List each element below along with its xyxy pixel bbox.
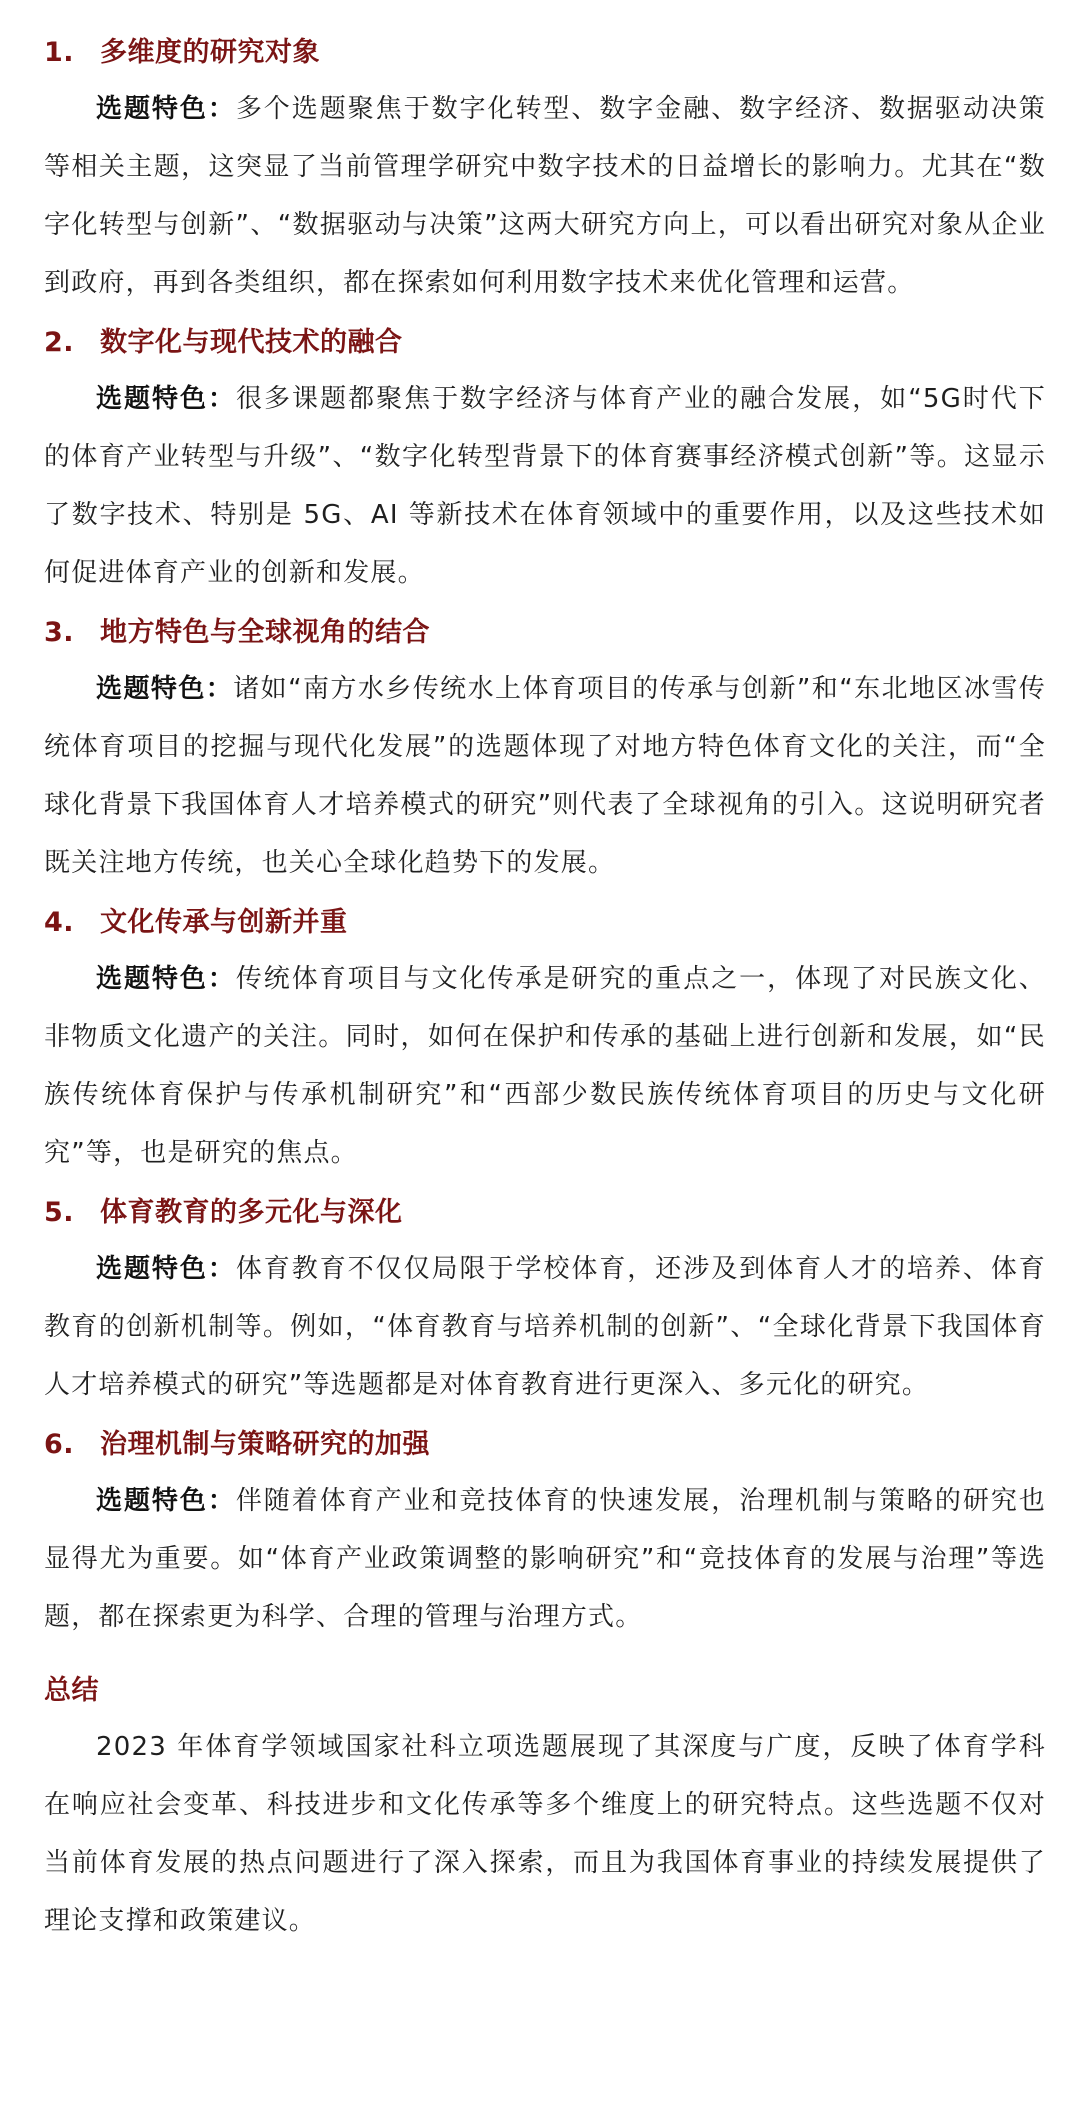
summary-title: 总结 <box>44 1675 99 1706</box>
section-number: 4. <box>44 907 75 938</box>
section-paragraph <box>44 1240 1046 1414</box>
section-number: 6. <box>44 1429 75 1460</box>
section-paragraph <box>44 1472 1046 1646</box>
section-number: 3. <box>44 617 75 648</box>
feature-label: 选题特色： <box>96 94 236 124</box>
section-heading <box>44 1418 1046 1472</box>
section-heading <box>44 316 1046 370</box>
section-paragraph <box>44 660 1046 892</box>
section-title: 地方特色与全球视角的结合 <box>100 617 430 648</box>
feature-label: 选题特色： <box>96 674 234 704</box>
section-paragraph <box>44 950 1046 1182</box>
paragraph-text: 多个选题聚焦于数字化转型、数字金融、数字经济、数据驱动决策等相关主题，这突显了当前管理学研究中数字技术的日益增长的影响力。尤其在“数字化转型与创新”、“数据驱动与决策”这两大研究方向上，可以看出研究对象从企业到政府，再到各类组织，都在探索如何利用数字技术来优化管理和运营。 <box>44 94 1046 298</box>
feature-label: 选题特色： <box>96 1486 236 1516</box>
summary-section <box>44 1664 1046 1950</box>
feature-label: 选题特色： <box>96 384 237 414</box>
section-4 <box>44 896 1046 1182</box>
section-1 <box>44 26 1046 312</box>
section-number: 5. <box>44 1197 75 1228</box>
section-title: 多维度的研究对象 <box>100 37 320 68</box>
paragraph-text: 伴随着体育产业和竞技体育的快速发展，治理机制与策略的研究也显得尤为重要。如“体育产业政策调整的影响研究”和“竞技体育的发展与治理”等选题，都在探索更为科学、合理的管理与治理方式。 <box>44 1486 1046 1632</box>
feature-label: 选题特色： <box>96 964 236 994</box>
section-title: 治理机制与策略研究的加强 <box>100 1429 430 1460</box>
section-heading <box>44 26 1046 80</box>
paragraph-text: 很多课题都聚焦于数字经济与体育产业的融合发展，如“5G时代下的体育产业转型与升级”、“数字化转型背景下的体育赛事经济模式创新”等。这显示了数字技术、特别是 5G、AI 等新技术在体育领域中的重要作用，以及这些技术如何促进体育产业的创新和发展。 <box>44 384 1046 588</box>
section-2 <box>44 316 1046 602</box>
section-paragraph <box>44 80 1046 312</box>
paragraph-text: 体育教育不仅仅局限于学校体育，还涉及到体育人才的培养、体育教育的创新机制等。例如，“体育教育与培养机制的创新”、“全球化背景下我国体育人才培养模式的研究”等选题都是对体育教育进行更深入、多元化的研究。 <box>44 1254 1046 1400</box>
section-3 <box>44 606 1046 892</box>
section-6 <box>44 1418 1046 1646</box>
section-number: 2. <box>44 327 75 358</box>
section-heading <box>44 1186 1046 1240</box>
section-5 <box>44 1186 1046 1414</box>
section-title: 文化传承与创新并重 <box>100 907 348 938</box>
feature-label: 选题特色： <box>96 1254 236 1284</box>
paragraph-text: 传统体育项目与文化传承是研究的重点之一，体现了对民族文化、非物质文化遗产的关注。同时，如何在保护和传承的基础上进行创新和发展，如“民族传统体育保护与传承机制研究”和“西部少数民族传统体育项目的历史与文化研究”等，也是研究的焦点。 <box>44 964 1046 1168</box>
summary-paragraph: 2023 年体育学领域国家社科立项选题展现了其深度与广度，反映了体育学科在响应社会变革、科技进步和文化传承等多个维度上的研究特点。这些选题不仅对当前体育发展的热点问题进行了深入探索，而且为我国体育事业的持续发展提供了理论支撑和政策建议。 <box>44 1732 1046 1936</box>
section-paragraph <box>44 370 1046 602</box>
section-number: 1. <box>44 37 75 68</box>
paragraph-text: 诸如“南方水乡传统水上体育项目的传承与创新”和“东北地区冰雪传统体育项目的挖掘与现代化发展”的选题体现了对地方特色体育文化的关注，而“全球化背景下我国体育人才培养模式的研究”则代表了全球视角的引入。这说明研究者既关注地方传统，也关心全球化趋势下的发展。 <box>44 674 1046 878</box>
section-heading <box>44 896 1046 950</box>
section-title: 数字化与现代技术的融合 <box>100 327 403 358</box>
section-heading <box>44 606 1046 660</box>
section-title: 体育教育的多元化与深化 <box>100 1197 403 1228</box>
